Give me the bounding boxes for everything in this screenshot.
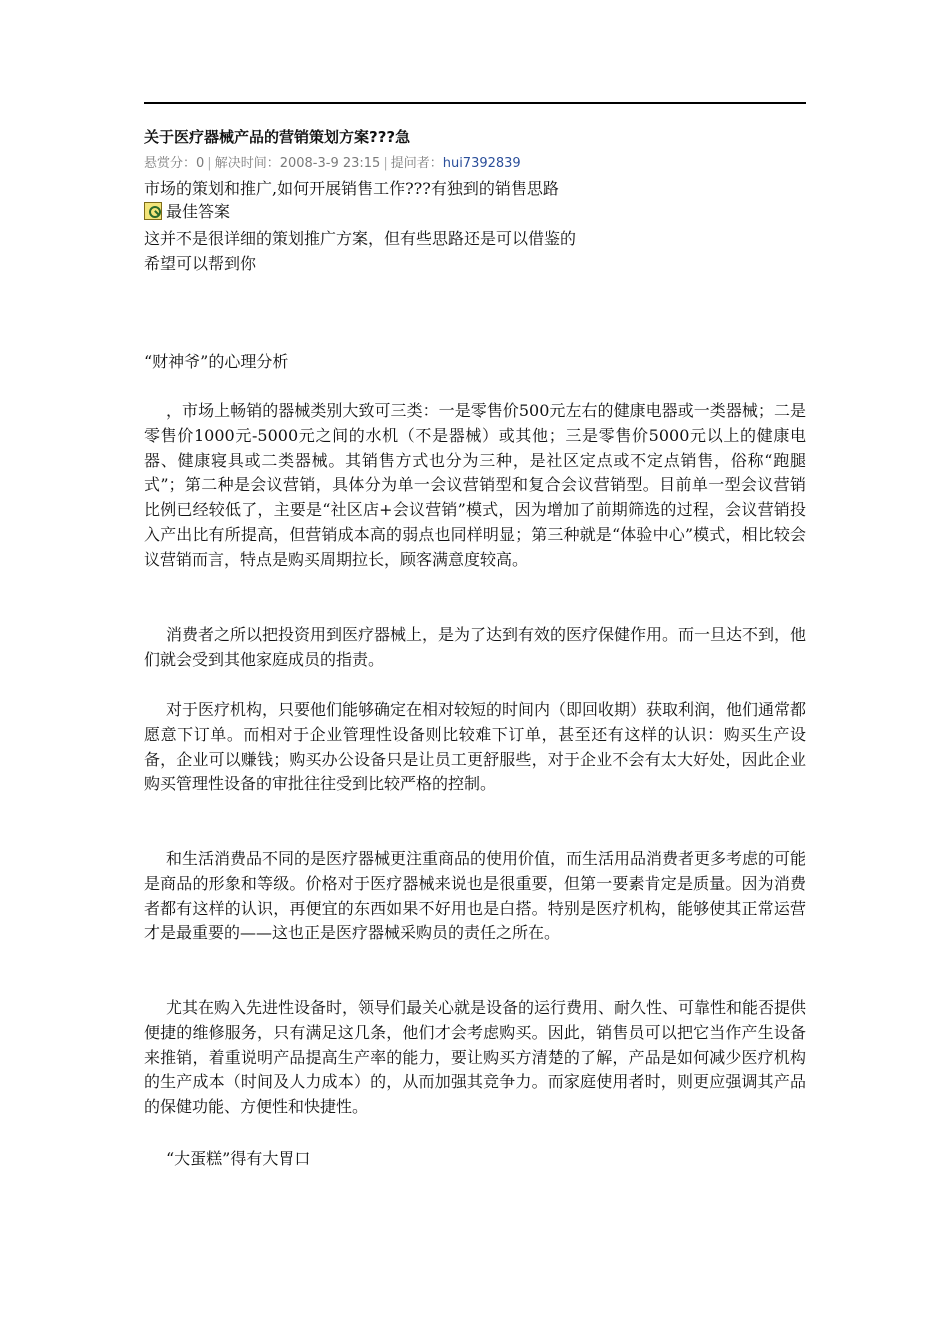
- reward-value: 0: [196, 156, 205, 171]
- paragraph-2: 消费者之所以把投资用到医疗器械上，是为了达到有效的医疗保健作用。而一旦达不到，他们就会受到其他家庭成员的指责。: [144, 625, 807, 669]
- best-answer-heading: [144, 199, 230, 222]
- best-answer-label: 最佳答案: [166, 202, 231, 221]
- meta-separator: |: [383, 156, 388, 171]
- section-heading-2: “大蛋糕”得有大胃口: [166, 1149, 311, 1168]
- question-body: 市场的策划和推广,如何开展销售工作???有独到的销售思路: [144, 179, 559, 198]
- solved-label: 解决时间：: [214, 156, 280, 171]
- reward-label: 悬赏分：: [144, 156, 197, 171]
- answer-intro-1: 这并不是很详细的策划推广方案，但有些思路还是可以借鉴的: [144, 229, 577, 248]
- asker-link[interactable]: hui7392839: [442, 156, 521, 171]
- answer-intro-2: 希望可以帮到你: [144, 254, 257, 273]
- meta-separator: |: [207, 156, 212, 171]
- solved-time: 2008-3-9 23:15: [279, 156, 381, 171]
- paragraph-3: 对于医疗机构，只要他们能够确定在相对较短的时间内（即回收期）获取利润，他们通常都愿意下订单。而相对于企业管理性设备则比较难下订单，甚至还有这样的认识：购买生产设备，企业可以赚钱；购买办公设备只是让员工更舒服些，对于企业不会有太大好处，因此企业购买管理性设备的审批往往受到比较严格的控制。: [144, 700, 807, 794]
- paragraph-1: ，市场上畅销的器械类别大致可三类：一是零售价500元左右的健康电器或一类器械；二是零售价1000元-5000元之间的水机（不是器械）或其他；三是零售价5000元以上的健康电器、健康寝具或二类器械。其销售方式也分为三种，是社区定点或不定点销售，俗称“跑腿式”；第二种是会议营销，具体分为单一会议营销型和复合会议营销型。目前单一型会议营销比例已经较低了，主要是“社区店+会议营销”模式，因为增加了前期筛选的过程，会议营销投入产出比有所提高，但营销成本高的弱点也同样明显；第三种就是“体验中心”模式，相比较会议营销而言，特点是购买周期拉长，顾客满意度较高。: [144, 401, 806, 569]
- question-title: 关于医疗器械产品的营销策划方案???急: [144, 128, 411, 146]
- paragraph-4: 和生活消费品不同的是医疗器械更注重商品的使用价值，而生活用品消费者更多考虑的可能是商品的形象和等级。价格对于医疗器械来说也是很重要，但第一要素肯定是质量。因为消费者都有这样的认识，再便宜的东西如果不好用也是白搭。特别是医疗机构，能够使其正常运营才是最重要的——这也正是医疗器械采购员的责任之所在。: [144, 849, 807, 943]
- asker-label: 提问者：: [390, 156, 443, 171]
- top-rule: [144, 102, 806, 104]
- question-meta: [144, 152, 521, 171]
- best-answer-icon: [144, 202, 162, 220]
- paragraph-5: 尤其在购入先进性设备时，领导们最关心就是设备的运行费用、耐久性、可靠性和能否提供便捷的维修服务，只有满足这几条，他们才会考虑购买。因此，销售员可以把它当作产生设备来推销，着重说明产品提高生产率的能力，要让购买方清楚的了解，产品是如何减少医疗机构的生产成本（时间及人力成本）的，从而加强其竞争力。而家庭使用者时，则更应强调其产品的保健功能、方便性和快捷性。: [144, 998, 807, 1117]
- section-heading-1: “财神爷”的心理分析: [144, 352, 289, 371]
